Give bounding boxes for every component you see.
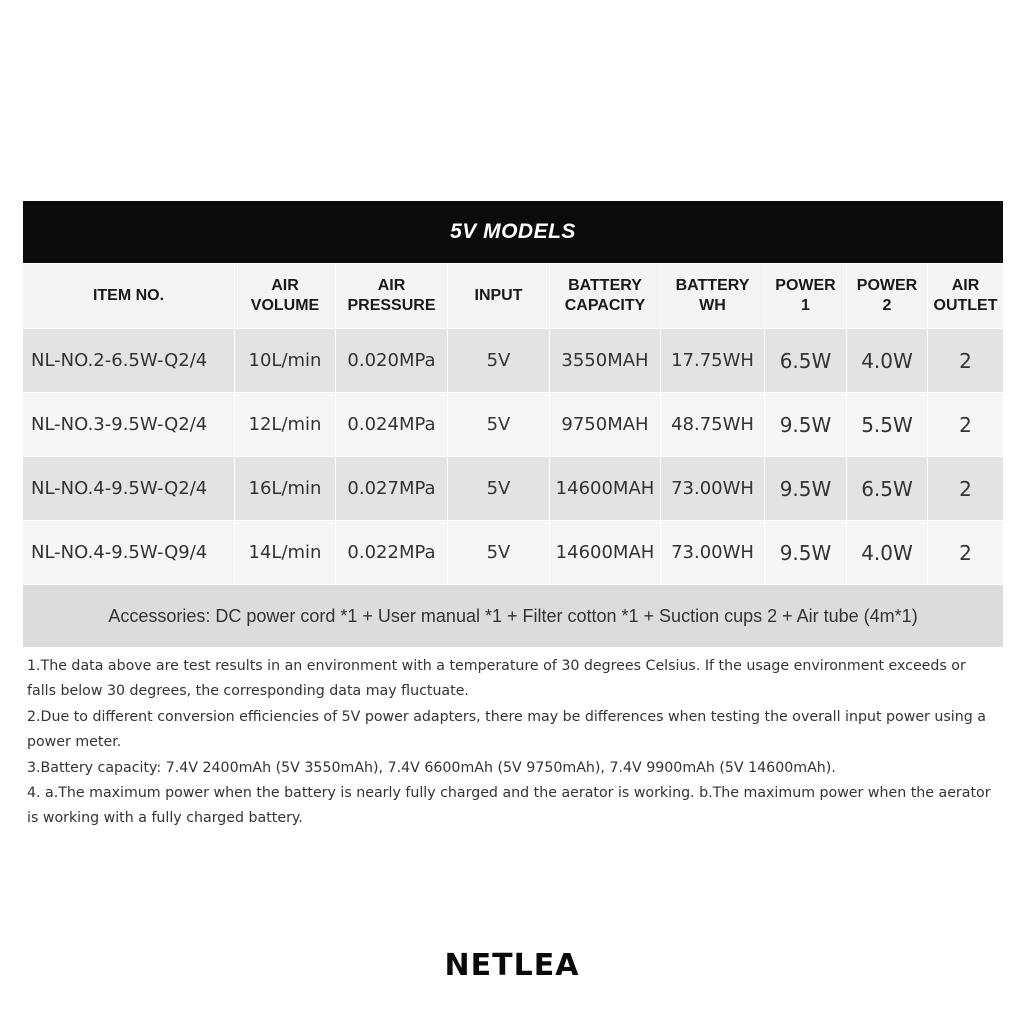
cell-item-no: NL-NO.2-6.5W-Q2/4 bbox=[23, 329, 235, 393]
column-header-line1: INPUT bbox=[474, 287, 523, 304]
brand-logo: NETLEA bbox=[444, 948, 580, 983]
column-header-line2: WH bbox=[699, 297, 726, 314]
cell-battery-capacity: 9750MAH bbox=[550, 393, 661, 457]
column-header bbox=[550, 264, 661, 329]
column-header-line2: 1 bbox=[801, 297, 810, 314]
column-header bbox=[448, 264, 550, 329]
cell-air-volume: 12L/min bbox=[235, 393, 336, 457]
cell-air-pressure: 0.020MPa bbox=[336, 329, 448, 393]
table-row bbox=[23, 457, 1004, 521]
cell-item-no: NL-NO.4-9.5W-Q2/4 bbox=[23, 457, 235, 521]
column-header-line2: OUTLET bbox=[933, 297, 998, 314]
column-header-line1: AIR bbox=[271, 277, 299, 294]
cell-power-2: 4.0W bbox=[847, 329, 928, 393]
footnote: 1.The data above are test results in an environment with a temperature of 30 degrees Celsius. If the usage environment exceeds or falls below 30 degrees, the corresponding data may fluctuate. bbox=[27, 658, 966, 700]
cell-item-no: NL-NO.3-9.5W-Q2/4 bbox=[23, 393, 235, 457]
cell-input: 5V bbox=[448, 457, 550, 521]
footnote: 2.Due to different conversion efficiencies of 5V power adapters, there may be differences when testing the overall input power using a power meter. bbox=[27, 708, 986, 751]
cell-power-2: 6.5W bbox=[847, 457, 928, 521]
column-header-line1: ITEM NO. bbox=[92, 287, 165, 304]
cell-battery-capacity: 14600MAH bbox=[550, 457, 661, 521]
cell-air-volume: 16L/min bbox=[235, 457, 336, 521]
table-row bbox=[23, 521, 1004, 585]
column-header bbox=[847, 264, 928, 329]
cell-item-no: NL-NO.4-9.5W-Q9/4 bbox=[23, 521, 235, 585]
cell-air-volume: 10L/min bbox=[235, 329, 336, 393]
column-header-line1: POWER bbox=[775, 277, 836, 294]
column-header bbox=[765, 264, 847, 329]
column-header-line2: PRESSURE bbox=[347, 297, 436, 314]
column-header bbox=[336, 264, 448, 329]
header-row bbox=[23, 264, 1004, 329]
cell-power-2: 4.0W bbox=[847, 521, 928, 585]
cell-air-outlet: 2 bbox=[928, 393, 1004, 457]
cell-air-pressure: 0.022MPa bbox=[336, 521, 448, 585]
cell-power-1: 9.5W bbox=[765, 521, 847, 585]
cell-input: 5V bbox=[448, 521, 550, 585]
cell-battery-wh: 48.75WH bbox=[661, 393, 765, 457]
spec-table bbox=[22, 200, 1004, 648]
accessories-note: Accessories: DC power cord *1 + User manual *1 + Filter cotton *1 + Suction cups 2 + Air tube (4m*1) bbox=[23, 585, 1004, 648]
column-header-line1: BATTERY bbox=[568, 277, 642, 294]
cell-battery-wh: 73.00WH bbox=[661, 457, 765, 521]
column-header-line1: AIR bbox=[377, 277, 406, 294]
cell-battery-capacity: 3550MAH bbox=[550, 329, 661, 393]
footnotes bbox=[27, 654, 997, 832]
cell-battery-capacity: 14600MAH bbox=[550, 521, 661, 585]
cell-input: 5V bbox=[448, 393, 550, 457]
footnote: 3.Battery capacity: 7.4V 2400mAh (5V 3550mAh), 7.4V 6600mAh (5V 9750mAh), 7.4V 9900mAh (5V 14600mAh). bbox=[27, 759, 836, 776]
table-banner: 5V MODELS bbox=[23, 201, 1004, 264]
cell-power-1: 9.5W bbox=[765, 457, 847, 521]
cell-battery-wh: 73.00WH bbox=[661, 521, 765, 585]
cell-air-outlet: 2 bbox=[928, 521, 1004, 585]
column-header-line1: AIR bbox=[951, 277, 980, 294]
cell-air-volume: 14L/min bbox=[235, 521, 336, 585]
column-header bbox=[235, 264, 336, 329]
footnote: 4. a.The maximum power when the battery is nearly fully charged and the aerator is working. b.The maximum power when the aerator is working with a fully charged battery. bbox=[27, 785, 991, 827]
cell-power-1: 6.5W bbox=[765, 329, 847, 393]
cell-air-pressure: 0.027MPa bbox=[336, 457, 448, 521]
column-header bbox=[928, 264, 1004, 329]
cell-power-2: 5.5W bbox=[847, 393, 928, 457]
column-header-line1: BATTERY bbox=[675, 277, 750, 294]
column-header-line2: CAPACITY bbox=[564, 297, 646, 314]
column-header-line2: VOLUME bbox=[250, 297, 320, 314]
column-header bbox=[23, 264, 235, 329]
cell-air-outlet: 2 bbox=[928, 329, 1004, 393]
column-header-line1: POWER bbox=[856, 277, 918, 294]
column-header bbox=[661, 264, 765, 329]
column-header-line2: 2 bbox=[882, 297, 892, 314]
cell-power-1: 9.5W bbox=[765, 393, 847, 457]
table-row bbox=[23, 393, 1004, 457]
cell-air-pressure: 0.024MPa bbox=[336, 393, 448, 457]
cell-battery-wh: 17.75WH bbox=[661, 329, 765, 393]
table-row bbox=[23, 329, 1004, 393]
cell-air-outlet: 2 bbox=[928, 457, 1004, 521]
cell-input: 5V bbox=[448, 329, 550, 393]
